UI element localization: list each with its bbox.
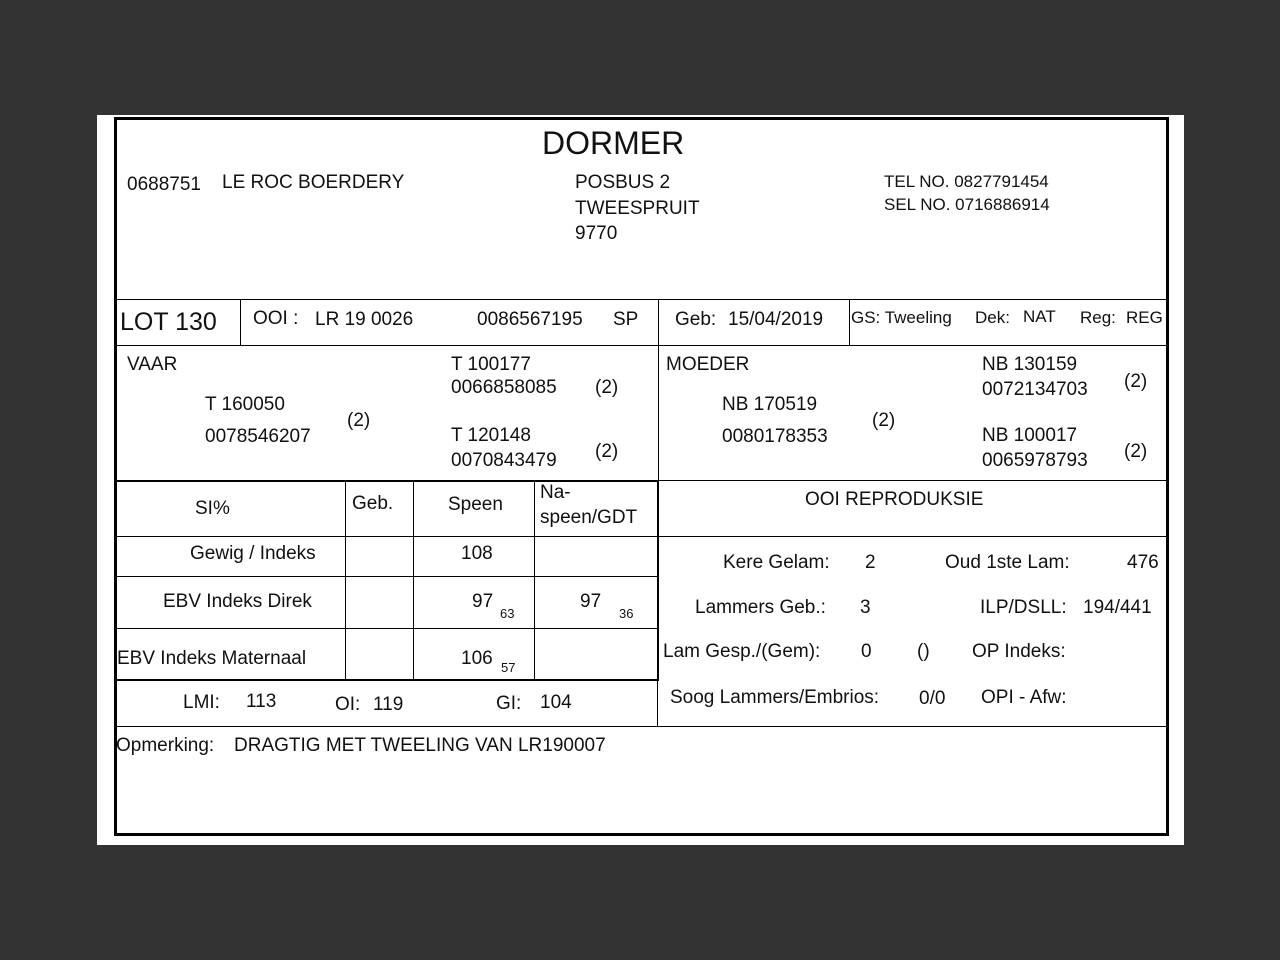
gem-value: () <box>917 641 930 662</box>
sire-label: VAAR <box>127 354 178 375</box>
divider <box>240 299 241 345</box>
cell-number: SEL NO. 0716886914 <box>884 195 1050 214</box>
ilp-value: 194/441 <box>1083 597 1152 618</box>
cutoff-text <box>157 838 1137 844</box>
breed-title: DORMER <box>542 125 685 161</box>
sire-sire-count: (2) <box>595 377 619 398</box>
direk-row-label: EBV Indeks Direk <box>163 591 312 612</box>
birth-label: Geb: <box>675 309 717 330</box>
divider <box>658 299 659 345</box>
oi-label: OI: <box>335 694 361 715</box>
direk-speen-value: 97 <box>472 591 494 612</box>
opi-label: OPI - Afw: <box>981 687 1067 708</box>
speen-header: Speen <box>448 494 503 515</box>
card-frame <box>114 117 1169 836</box>
gi-value: 104 <box>540 692 572 713</box>
divider <box>114 679 659 681</box>
remark-text: DRAGTIG MET TWEELING VAN LR190007 <box>234 735 606 756</box>
registration-value: REG <box>1126 308 1163 327</box>
lmi-label: LMI: <box>183 692 220 713</box>
dam-registration: 0080178353 <box>722 426 828 447</box>
divider <box>114 628 659 629</box>
kere-label: Kere Gelam: <box>723 552 830 573</box>
gesp-label: Lam Gesp./(Gem): <box>663 641 821 662</box>
maternaal-speen-value: 106 <box>461 648 493 669</box>
address-line-2: TWEESPRUIT <box>575 198 700 219</box>
divider <box>657 680 658 726</box>
divider <box>114 576 659 577</box>
birth-status: GS: Tweeling <box>851 308 952 327</box>
dam-id: NB 170519 <box>722 394 818 415</box>
address-line-3: 9770 <box>575 223 618 244</box>
sire-registration: 0078546207 <box>205 426 311 447</box>
gewig-speen-value: 108 <box>461 543 493 564</box>
ooi-code: SP <box>613 309 639 330</box>
dam-label: MOEDER <box>666 354 750 375</box>
gi-label: GI: <box>496 693 522 714</box>
ilp-label: ILP/DSLL: <box>980 597 1067 618</box>
lammers-value: 3 <box>860 597 871 618</box>
sire-dam-count: (2) <box>595 441 619 462</box>
divider <box>114 536 1169 537</box>
divider <box>658 345 659 481</box>
oud-label: Oud 1ste Lam: <box>945 552 1070 573</box>
sire-id: T 160050 <box>205 394 285 415</box>
direk-naspeen-accuracy: 36 <box>619 606 634 621</box>
divider <box>114 726 1169 727</box>
dam-dam-id: NB 100017 <box>982 425 1078 446</box>
dam-sire-id: NB 130159 <box>982 354 1078 375</box>
naspeen-header-line-2: speen/GDT <box>540 507 638 528</box>
si-header: SI% <box>195 498 230 519</box>
geb-header: Geb. <box>352 493 394 514</box>
mating-label: Dek: <box>975 308 1010 327</box>
direk-speen-accuracy: 63 <box>500 606 515 621</box>
dam-sire-count: (2) <box>1124 371 1148 392</box>
maternaal-row-label: EBV Indeks Maternaal <box>117 648 307 669</box>
tel-number: TEL NO. 0827791454 <box>884 172 1049 191</box>
op-index-label: OP Indeks: <box>972 641 1066 662</box>
dam-sire-registration: 0072134703 <box>982 379 1088 400</box>
mating-value: NAT <box>1023 307 1056 326</box>
registration-label: Reg: <box>1080 308 1116 327</box>
divider <box>849 299 850 345</box>
sire-sire-registration: 0066858085 <box>451 377 557 398</box>
maternaal-speen-accuracy: 57 <box>501 660 516 675</box>
sire-dam-id: T 120148 <box>451 425 531 446</box>
gesp-value: 0 <box>861 641 872 662</box>
sire-count: (2) <box>347 410 371 431</box>
ooi-registration: 0086567195 <box>477 309 583 330</box>
soog-value: 0/0 <box>919 688 946 709</box>
oud-value: 476 <box>1127 552 1159 573</box>
oi-value: 119 <box>373 694 404 715</box>
divider <box>114 299 1169 300</box>
lot-number: LOT 130 <box>120 308 217 336</box>
farmer-number: 0688751 <box>127 174 201 195</box>
divider <box>413 481 414 680</box>
birth-date: 15/04/2019 <box>728 309 824 330</box>
lammers-label: Lammers Geb.: <box>695 597 826 618</box>
sire-sire-id: T 100177 <box>451 354 531 375</box>
divider <box>534 481 535 680</box>
gewig-row-label: Gewig / Indeks <box>190 543 316 564</box>
dam-count: (2) <box>872 410 896 431</box>
divider <box>657 481 659 681</box>
divider <box>659 480 1169 481</box>
divider <box>345 481 346 680</box>
reproduction-title: OOI REPRODUKSIE <box>805 489 984 510</box>
soog-label: Soog Lammers/Embrios: <box>670 687 880 708</box>
divider <box>114 480 659 482</box>
divider <box>114 345 1169 346</box>
address-line-1: POSBUS 2 <box>575 172 671 193</box>
lot-card <box>97 115 1184 845</box>
farm-name: LE ROC BOERDERY <box>222 172 405 193</box>
dam-dam-registration: 0065978793 <box>982 450 1088 471</box>
sire-dam-registration: 0070843479 <box>451 450 557 471</box>
lmi-value: 113 <box>246 691 277 712</box>
kere-value: 2 <box>865 552 876 573</box>
dam-dam-count: (2) <box>1124 441 1148 462</box>
naspeen-header-line-1: Na- <box>540 482 571 503</box>
direk-naspeen-value: 97 <box>580 591 602 612</box>
remark-label: Opmerking: <box>116 735 215 756</box>
ooi-label: OOI : <box>253 308 299 329</box>
ooi-id: LR 19 0026 <box>315 309 414 330</box>
